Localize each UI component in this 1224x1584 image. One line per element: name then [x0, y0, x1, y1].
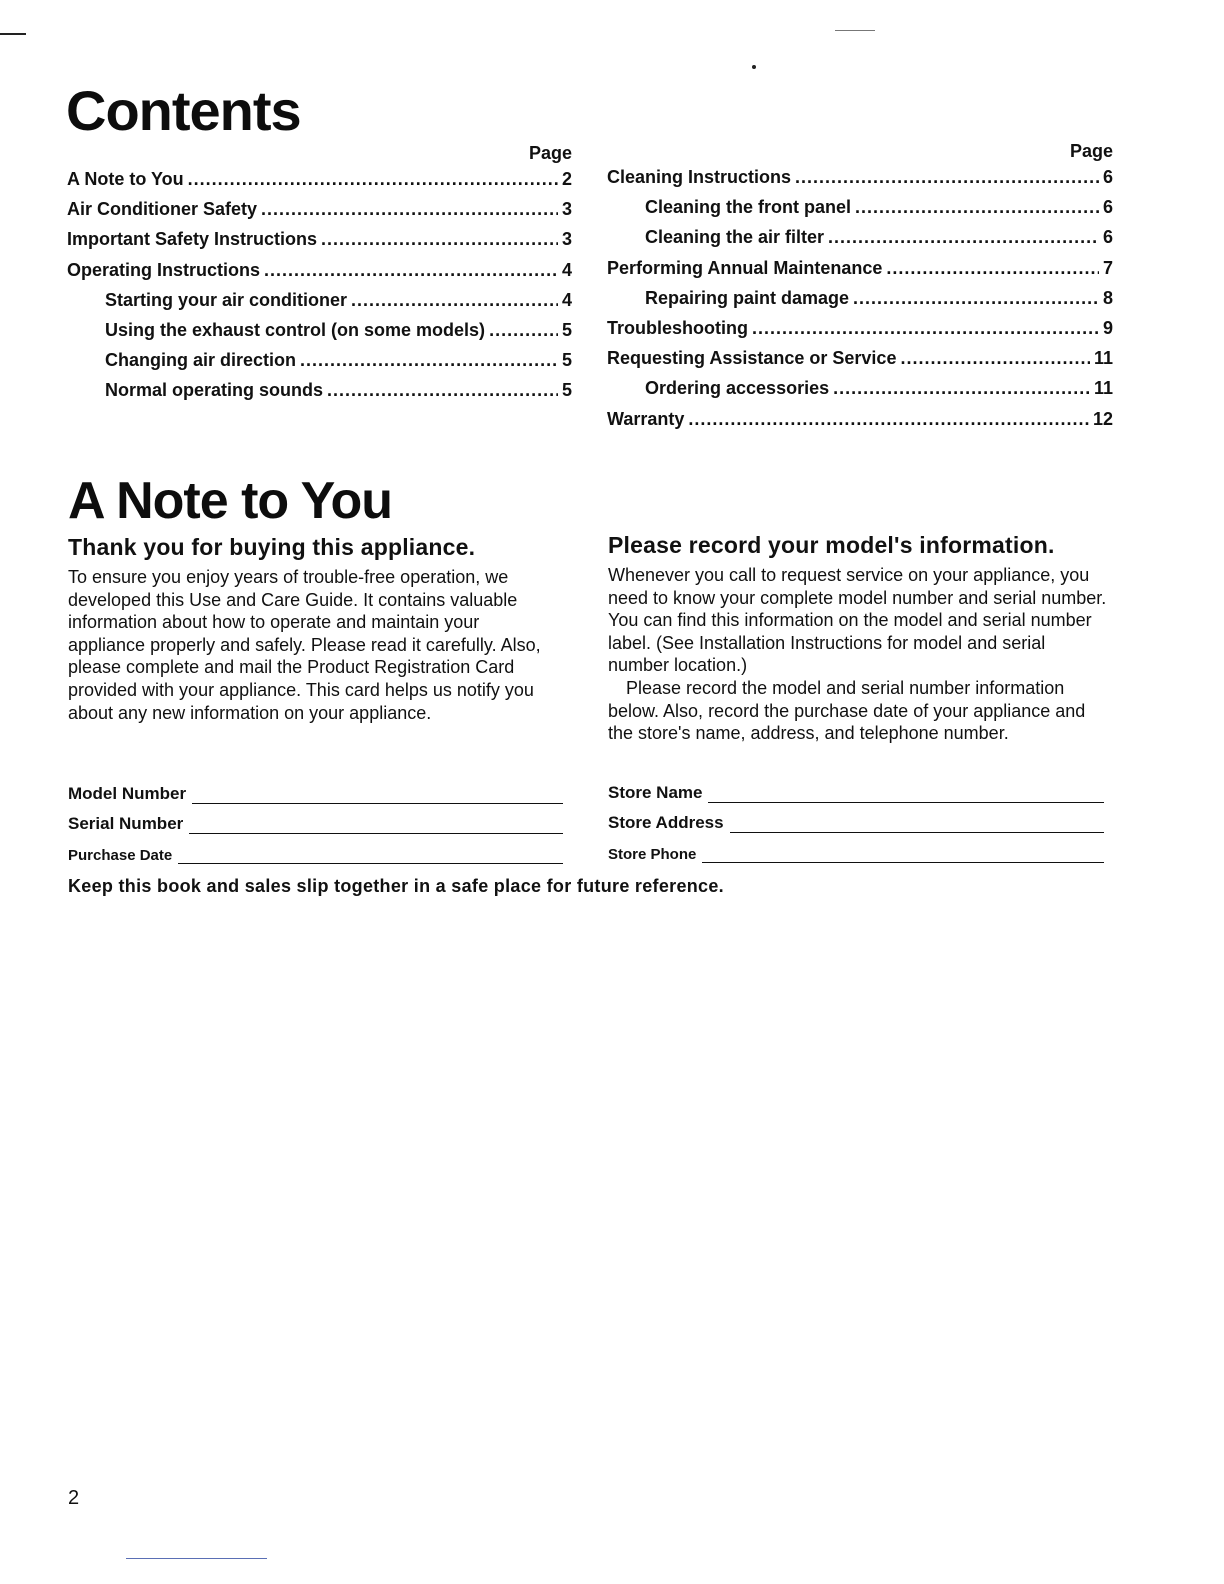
- right-note-text-2: Please record the model and serial number information below. Also, record the purchase date of your appliance and the store's name, address, and telephone number.: [608, 677, 1086, 744]
- toc-entry-label: Warranty: [607, 408, 685, 429]
- toc-entry: [67, 290, 572, 320]
- purchase-date-label: Purchase Date: [68, 847, 173, 864]
- toc-entry: [67, 260, 572, 290]
- left-note-text: To ensure you enjoy years of trouble-free operation, we developed this Use and Care Guide. It contains valuable information about how to operate and maintain your appliance properly and safely. Please read it carefully. Also, please complete and mail the Product Registration Card provided with your appliance. This card helps us notify you about any new information on your appliance.: [68, 567, 541, 723]
- contents-title: Contents: [66, 79, 301, 142]
- toc-entry-page: 6: [1102, 227, 1113, 248]
- toc-leader-dots: [327, 380, 558, 401]
- toc-leader-dots: [264, 260, 558, 281]
- toc-entry-page: 7: [1102, 257, 1113, 278]
- toc-right-column: [607, 141, 1113, 439]
- toc-entry-page: 11: [1093, 348, 1113, 369]
- toc-entry-page: 5: [561, 350, 572, 371]
- toc-entry: [67, 169, 572, 199]
- toc-entry: [67, 350, 572, 380]
- toc-entry-label: Using the exhaust control (on some models): [105, 319, 486, 340]
- store-name-label: Store Name: [608, 783, 703, 802]
- store-address-field[interactable]: [608, 807, 1104, 833]
- right-note-text-1: Whenever you call to request service on your appliance, you need to know your complete model number and serial number. You can find this information on the model and serial number label. (See Installation Instructions for model and serial number location.): [608, 565, 1107, 676]
- toc-entry: [607, 258, 1113, 288]
- model-number-label: Model Number: [68, 784, 187, 803]
- model-number-line[interactable]: [192, 785, 563, 804]
- left-note-paragraph: [68, 566, 558, 724]
- toc-entry: [607, 409, 1113, 439]
- right-note-heading: Please record your model's information.: [608, 532, 1055, 558]
- toc-leader-dots: [688, 409, 1089, 430]
- toc-entry-label: Ordering accessories: [645, 378, 830, 399]
- right-note-paragraph: [608, 564, 1108, 745]
- toc-entry-page: 6: [1102, 167, 1113, 187]
- toc-entry: [607, 318, 1113, 348]
- store-phone-line[interactable]: [702, 844, 1104, 863]
- left-note-heading: Thank you for buying this appliance.: [68, 534, 476, 560]
- toc-entry-label: Important Safety Instructions: [67, 229, 318, 250]
- toc-entry-label: Starting your air conditioner: [105, 289, 348, 310]
- toc-entry: [607, 378, 1113, 408]
- model-number-field[interactable]: [68, 778, 563, 804]
- toc-entry-page: 8: [1102, 287, 1113, 308]
- toc-entry-label: Operating Instructions: [67, 259, 261, 280]
- store-name-line[interactable]: [708, 784, 1104, 803]
- toc-entry-label: A Note to You: [67, 169, 184, 189]
- scan-dot: [752, 65, 756, 69]
- toc-leader-dots: [321, 229, 558, 250]
- toc-left-column: [67, 143, 572, 411]
- toc-entry-page: 2: [561, 169, 572, 189]
- toc-leader-dots: [752, 318, 1099, 339]
- toc-entry: [607, 167, 1113, 197]
- keep-reference-note: Keep this book and sales slip together in a safe place for future reference.: [68, 876, 724, 896]
- toc-entry: [67, 320, 572, 350]
- note-title: A Note to You: [68, 472, 393, 530]
- toc-leader-dots: [261, 199, 558, 220]
- toc-leader-dots: [833, 378, 1090, 399]
- toc-entry-label: Normal operating sounds: [105, 380, 324, 401]
- toc-entry-label: Cleaning Instructions: [607, 167, 792, 187]
- store-address-line[interactable]: [730, 814, 1104, 833]
- toc-leader-dots: [489, 320, 558, 341]
- toc-entry: [67, 380, 572, 410]
- toc-entry-label: Changing air direction: [105, 350, 297, 371]
- store-phone-label: Store Phone: [608, 846, 697, 863]
- toc-entry-page: 4: [561, 259, 572, 280]
- toc-page-header: Page: [1069, 141, 1113, 161]
- store-name-field[interactable]: [608, 777, 1104, 803]
- toc-leader-dots: [853, 288, 1099, 309]
- toc-page-header: Page: [528, 143, 572, 163]
- toc-entry-label: Repairing paint damage: [645, 287, 850, 308]
- toc-entry-label: Cleaning the air filter: [645, 227, 825, 248]
- toc-entry: [607, 348, 1113, 378]
- toc-entry: [67, 229, 572, 259]
- toc-leader-dots: [795, 167, 1099, 188]
- toc-entry-page: 12: [1092, 408, 1113, 429]
- store-address-label: Store Address: [608, 813, 724, 832]
- scan-mark: [835, 30, 875, 31]
- purchase-date-field[interactable]: [68, 838, 563, 864]
- toc-leader-dots: [886, 258, 1099, 279]
- toc-entry-page: 4: [561, 289, 572, 310]
- toc-leader-dots: [855, 197, 1099, 218]
- toc-entry: [607, 288, 1113, 318]
- serial-number-label: Serial Number: [68, 814, 184, 833]
- toc-entry-page: 5: [561, 380, 572, 401]
- toc-entry-label: Troubleshooting: [607, 317, 748, 338]
- scan-mark: [0, 33, 26, 35]
- toc-entry-page: 3: [561, 229, 572, 250]
- toc-leader-dots: [900, 348, 1090, 369]
- purchase-date-line[interactable]: [178, 845, 563, 864]
- toc-entry-label: Cleaning the front panel: [645, 197, 852, 218]
- toc-entry: [607, 197, 1113, 227]
- toc-entry-page: 3: [561, 199, 572, 220]
- toc-entry-label: Requesting Assistance or Service: [607, 348, 897, 369]
- toc-entry-page: 11: [1093, 378, 1113, 399]
- toc-leader-dots: [351, 290, 558, 311]
- toc-leader-dots: [828, 227, 1099, 248]
- toc-entry-page: 5: [561, 319, 572, 340]
- page-number: 2: [68, 1487, 80, 1509]
- scan-mark: [126, 1558, 267, 1559]
- toc-entry-label: Performing Annual Maintenance: [607, 257, 883, 278]
- toc-entry-page: 6: [1102, 197, 1113, 218]
- toc-leader-dots: [300, 350, 558, 371]
- toc-right-list: [607, 167, 1113, 439]
- serial-number-line[interactable]: [189, 815, 563, 834]
- toc-entry: [607, 227, 1113, 257]
- toc-entry-label: Air Conditioner Safety: [67, 199, 258, 220]
- store-phone-field[interactable]: [608, 837, 1104, 863]
- toc-leader-dots: [188, 169, 558, 190]
- toc-entry: [67, 199, 572, 229]
- serial-number-field[interactable]: [68, 808, 563, 834]
- toc-left-list: [67, 169, 572, 411]
- toc-entry-page: 9: [1102, 317, 1113, 338]
